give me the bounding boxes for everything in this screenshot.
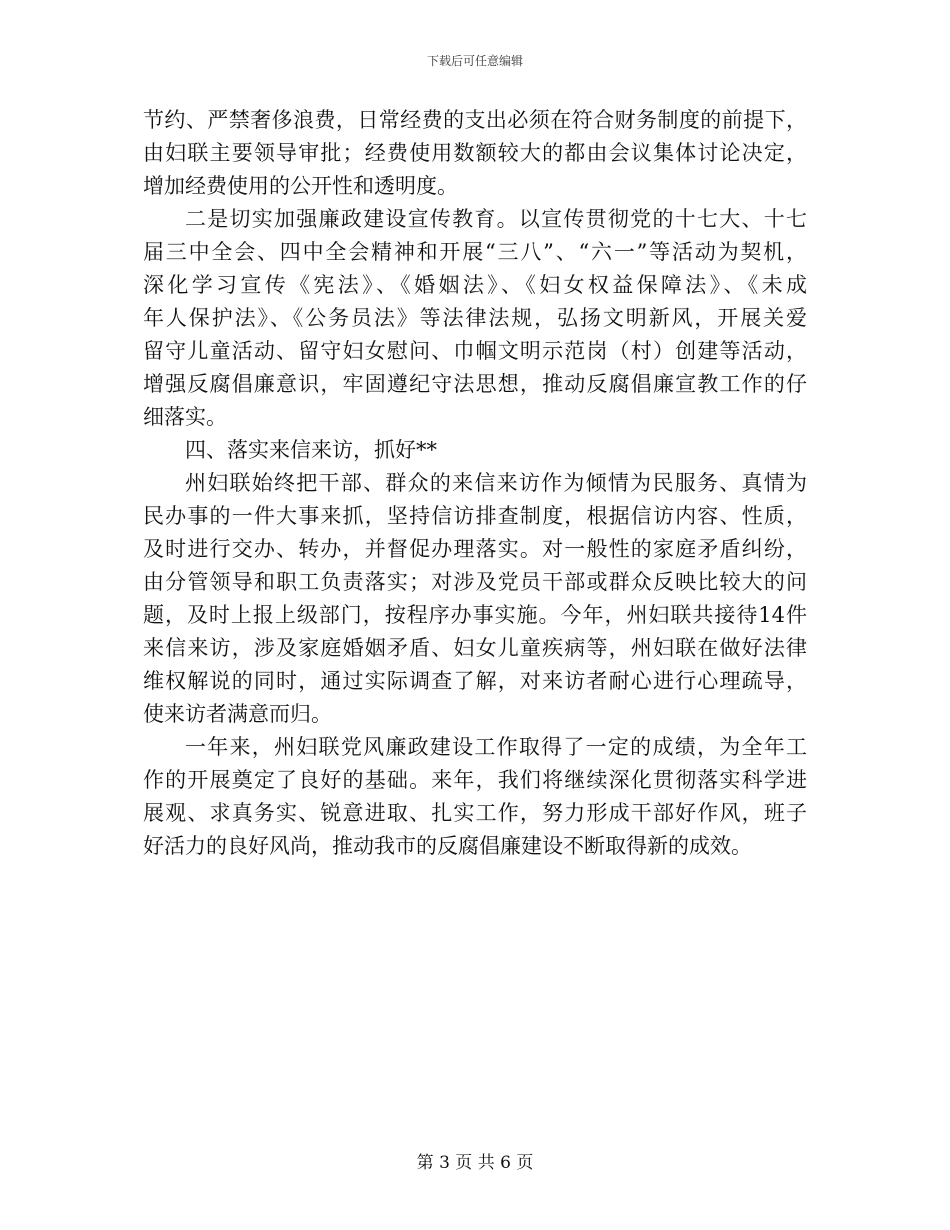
paragraph	[143, 731, 807, 863]
text-line: 届三中全会、四中全会精神和开展“三八”、“六一”等活动为契机，	[143, 240, 807, 264]
section-heading	[143, 434, 807, 467]
text-line: 维权解说的同时，通过实际调查了解，对来访者耐心进行心理疏导，	[143, 669, 807, 693]
page-number: 第 3 页 共 6 页	[416, 1153, 534, 1173]
text-line: 展观、求真务实、锐意进取、扎实工作，努力形成干部好作风，班子	[143, 801, 807, 825]
page-header: 下载后可任意编辑	[426, 54, 523, 68]
text-line: 年人保护法》、《公务员法》等法律法规，弘扬文明新风，开展关爱	[143, 306, 807, 330]
paragraph	[143, 467, 807, 731]
paragraph	[143, 104, 807, 203]
text-line: 作的开展奠定了良好的基础。来年，我们将继续深化贯彻落实科学进	[143, 768, 807, 792]
text-line: 增加经费使用的公开性和透明度。	[143, 174, 458, 198]
document-body	[143, 104, 807, 863]
text-line: 节约、严禁奢侈浪费，日常经费的支出必须在符合财务制度的前提下，	[143, 108, 807, 132]
text-line: 细落实。	[143, 405, 227, 429]
text-line: 民办事的一件大事来抓，坚持信访排查制度，根据信访内容、性质，	[143, 504, 807, 528]
text-line: 深化学习宣传《宪法》、《婚姻法》、《妇女权益保障法》、《未成	[143, 273, 807, 297]
paragraph	[143, 203, 807, 434]
text-line: 留守儿童活动、留守妇女慰问、巾帼文明示范岗（村）创建等活动，	[143, 339, 807, 363]
text-line: 增强反腐倡廉意识，牢固遵纪守法思想，推动反腐倡廉宣教工作的仔	[143, 372, 807, 396]
text-line: 使来访者满意而归。	[143, 702, 332, 726]
text-line: 由分管领导和职工负责落实；对涉及党员干部或群众反映比较大的问	[143, 570, 807, 594]
text-line: 州妇联始终把干部、群众的来信来访作为倾情为民服务、真情为	[185, 471, 807, 495]
text-line: 由妇联主要领导审批；经费使用数额较大的都由会议集体讨论决定，	[143, 141, 807, 165]
text-line: 题，及时上报上级部门，按程序办事实施。今年，州妇联共接待14件	[143, 603, 807, 627]
text-line: 四、落实来信来访，抓好**	[185, 438, 437, 462]
text-line: 一年来，州妇联党风廉政建设工作取得了一定的成绩，为全年工	[185, 735, 807, 759]
text-line: 及时进行交办、转办，并督促办理落实。对一般性的家庭矛盾纠纷，	[143, 537, 807, 561]
text-line: 来信来访，涉及家庭婚姻矛盾、妇女儿童疾病等，州妇联在做好法律	[143, 636, 807, 660]
text-line: 好活力的良好风尚，推动我市的反腐倡廉建设不断取得新的成效。	[143, 834, 752, 858]
text-line: 二是切实加强廉政建设宣传教育。以宣传贯彻党的十七大、十七	[185, 207, 807, 231]
